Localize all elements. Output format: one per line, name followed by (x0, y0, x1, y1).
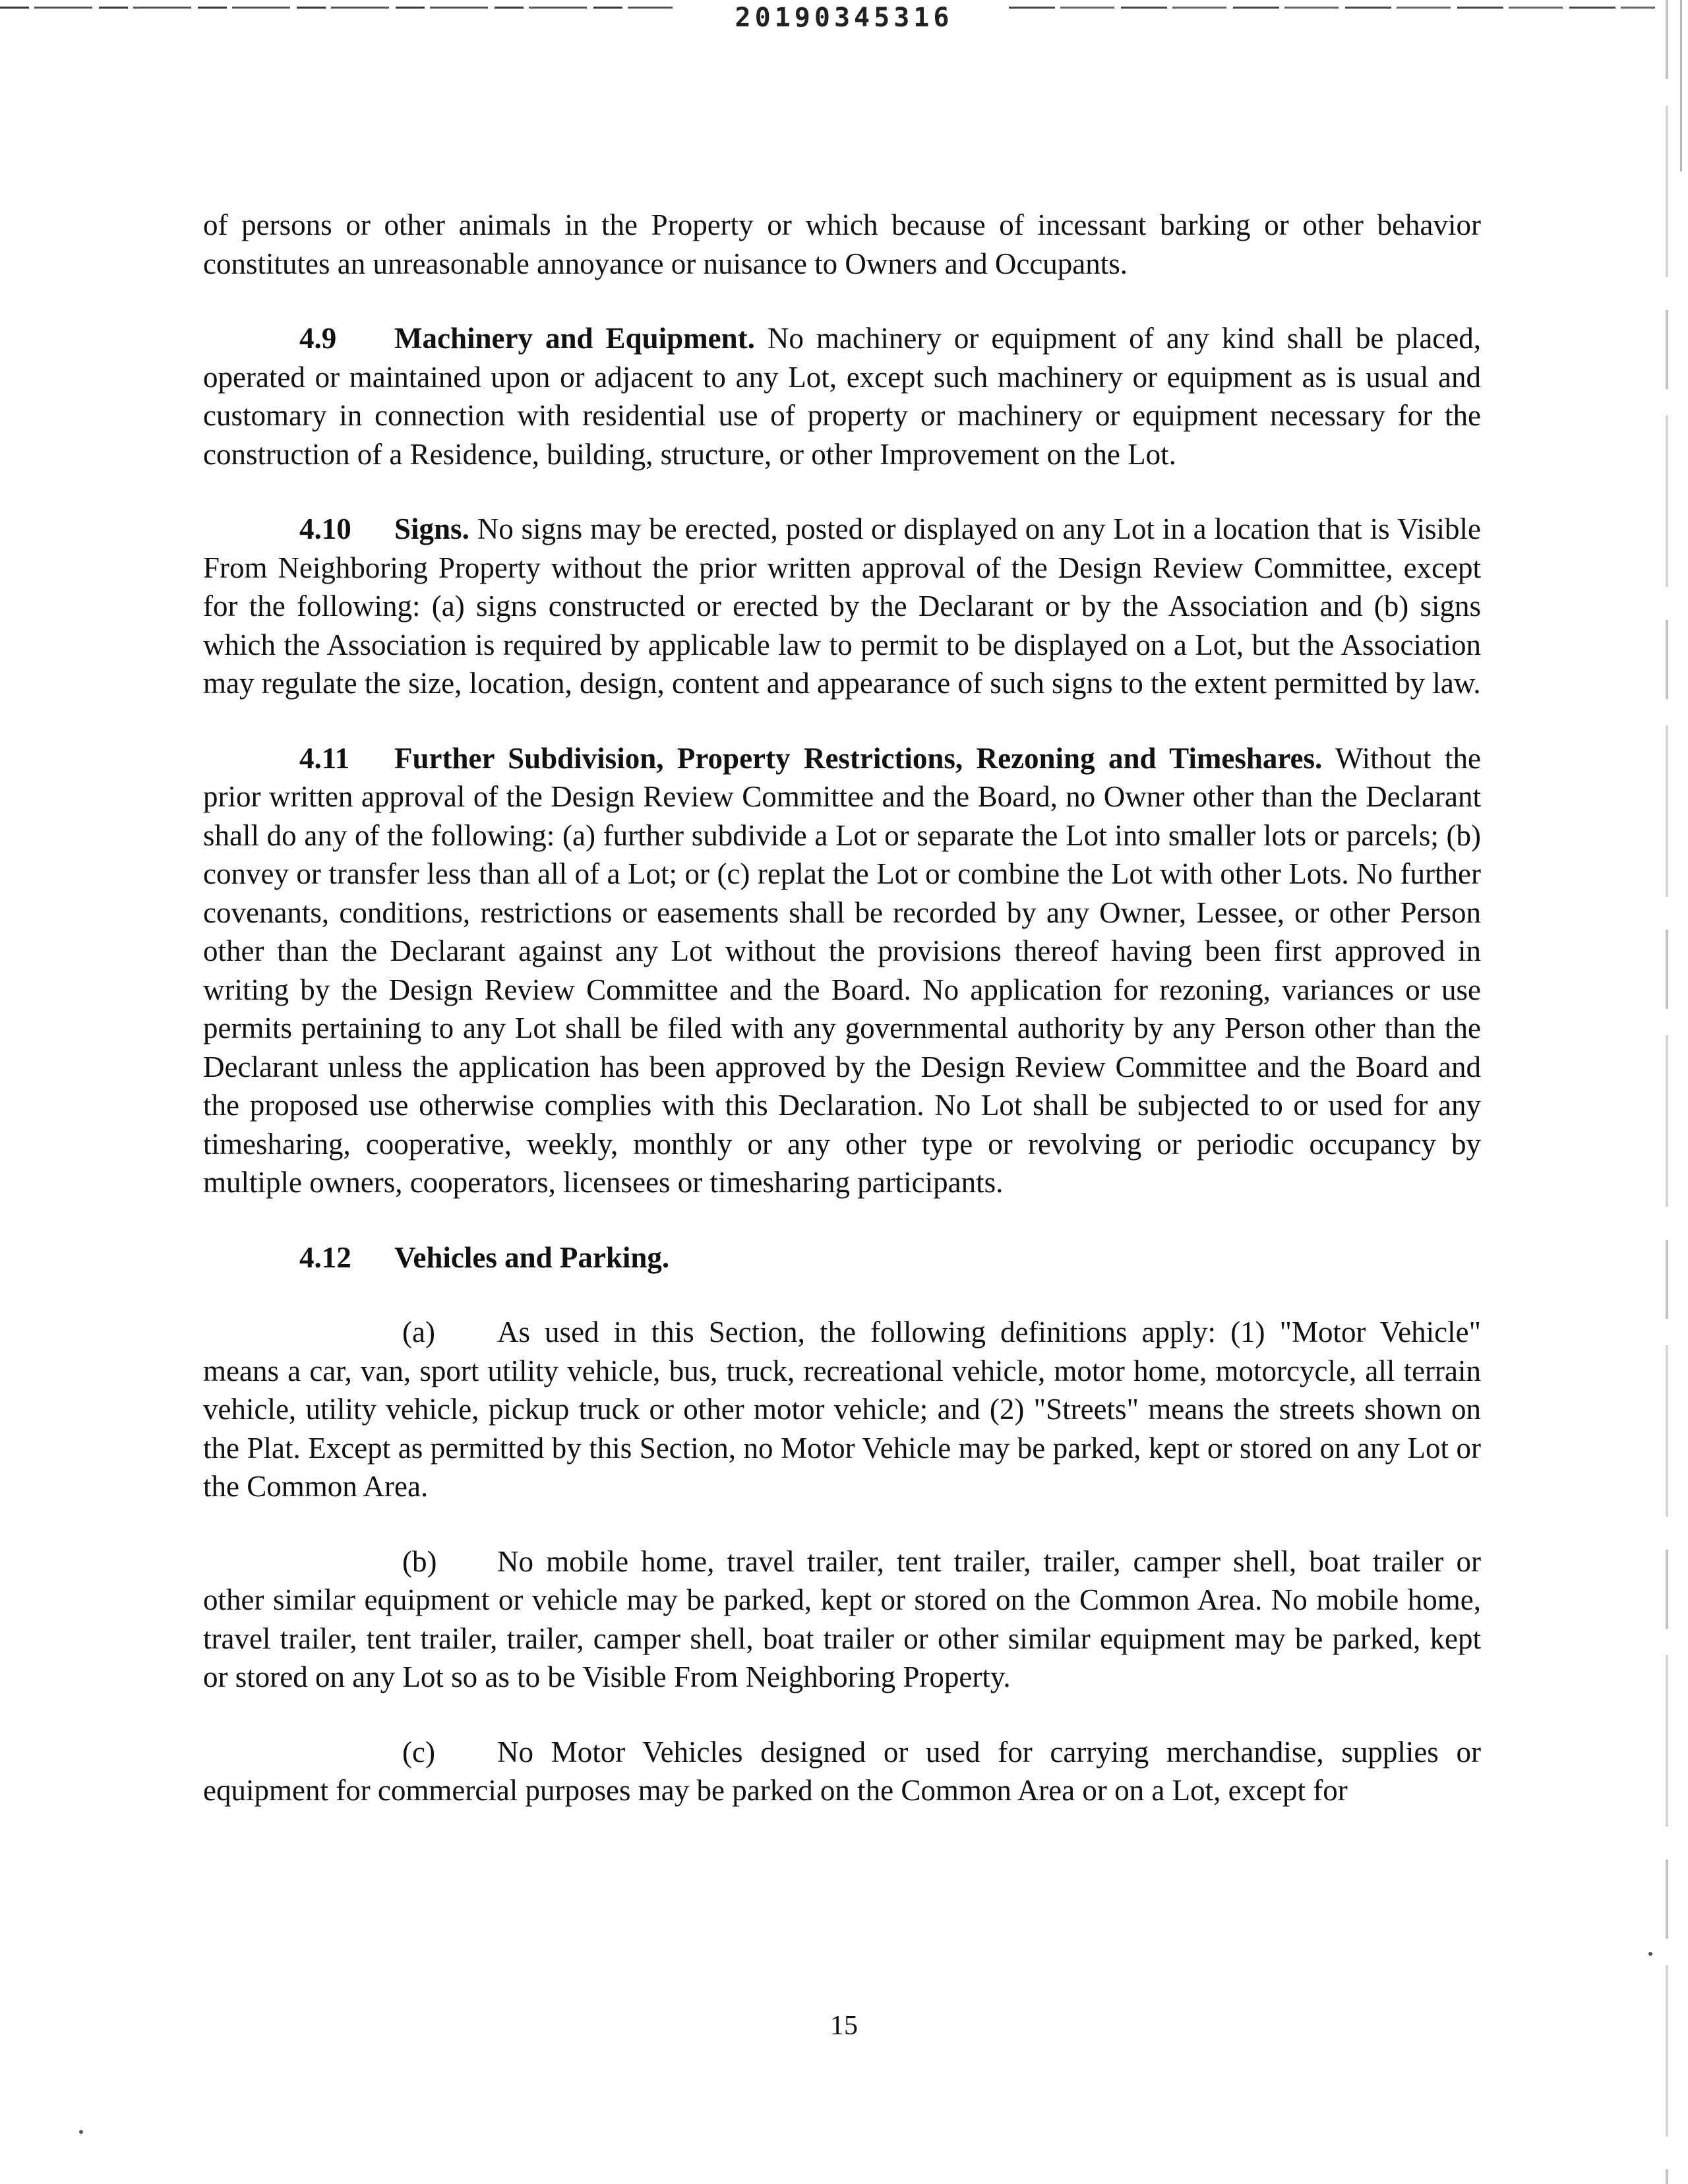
section-heading: Further Subdivision, Property Restrictions, Rezoning and Timeshares. (394, 741, 1323, 775)
section-4-9 (203, 319, 1481, 473)
section-number: 4.12 (299, 1240, 351, 1274)
subsection-body: No mobile home, travel trailer, tent trailer, trailer, camper shell, boat trailer or other similar equipment or vehicle may be parked, kept or stored on the Common Area. No mobile home, travel trailer, tent trailer, trailer, camper shell, boat trailer or other similar equipment may be parked, kept or stored on any Lot so as to be Visible From Neighboring Property. (203, 1544, 1481, 1693)
section-4-11 (203, 739, 1481, 1202)
section-number: 4.10 (299, 512, 351, 545)
section-heading: Vehicles and Parking. (394, 1240, 670, 1274)
recording-number: 20190345316 (735, 3, 953, 33)
subsection-label: (a) (402, 1316, 435, 1349)
subsection-body: As used in this Section, the following definitions apply: (1) "Motor Vehicle" means a car, van, sport utility vehicle, bus, truck, recreational vehicle, motor home, motorcycle, all terrain vehicle, utility vehicle, pickup truck or other motor vehicle; and (2) "Streets" means the streets shown on the Plat. Except as permitted by this Section, no Motor Vehicle may be parked, kept or stored on any Lot or the Common Area. (203, 1316, 1481, 1503)
subsection-body: No Motor Vehicles designed or used for carrying merchandise, supplies or equipment for commercial purposes may be parked on the Common Area or on a Lot, except for (203, 1735, 1481, 1807)
section-body: No machinery or equipment of any kind shall be placed, operated or maintained upon or adjacent to any Lot, except such machinery or equipment as is usual and customary in connection with residential use of property or machinery or equipment necessary for the construction of a Residence, building, structure, or other Improvement on the Lot. (203, 322, 1481, 471)
subsection-label: (b) (402, 1544, 437, 1578)
document-body (203, 206, 1481, 1810)
subsection-b (203, 1542, 1481, 1697)
section-4-12 (203, 1238, 1481, 1277)
section-heading: Machinery and Equipment. (394, 322, 755, 355)
continuation-paragraph: of persons or other animals in the Property or which because of incessant barking or other behavior constitutes an unreasonable annoyance or nuisance to Owners and Occupants. (203, 208, 1481, 280)
scan-speck (79, 2130, 83, 2134)
subsection-label: (c) (402, 1735, 435, 1769)
section-4-10 (203, 510, 1481, 703)
section-number: 4.9 (299, 322, 337, 355)
section-heading: Signs. (394, 512, 469, 545)
section-body: No signs may be erected, posted or displayed on any Lot in a location that is Visible From Neighboring Property without the prior written approval of the Design Review Committee, except for the following: (a) signs constructed or erected by the Declarant or by the Association and (b) signs which the Association is required by applicable law to permit to be displayed on a Lot, but the Association may regulate the size, location, design, content and appearance of such signs to the extent permitted by law. (203, 512, 1482, 700)
scan-edge-artifact (1666, 0, 1668, 2184)
scan-speck (1648, 1952, 1652, 1956)
subsection-a (203, 1313, 1481, 1506)
scan-edge-artifact-secondary (1680, 0, 1682, 171)
section-number: 4.11 (299, 741, 350, 775)
section-body: Without the prior written approval of the Design Review Committee and the Board, no Owner other than the Declarant shall do any of the following: (a) further subdivide a Lot or separate the Lot into smaller lots or parcels; (b) convey or transfer less than all of a Lot; or (c) replat the Lot or combine the Lot with other Lots. No further covenants, conditions, restrictions or easements shall be recorded by any Owner, Lessee, or other Person other than the Declarant against any Lot without the provisions thereof having been first approved in writing by the Design Review Committee and the Board. No application for rezoning, variances or use permits pertaining to any Lot shall be filed with any governmental authority by any Person other than the Declarant unless the application has been approved by the Design Review Committee and the Board and the proposed use otherwise complies with this Declaration. No Lot shall be subjected to or used for any timesharing, cooperative, weekly, monthly or any other type or revolving or periodic occupancy by multiple owners, cooperators, licensees or timesharing participants. (203, 741, 1481, 1199)
subsection-c (203, 1733, 1481, 1810)
page-number: 15 (830, 2011, 858, 2041)
